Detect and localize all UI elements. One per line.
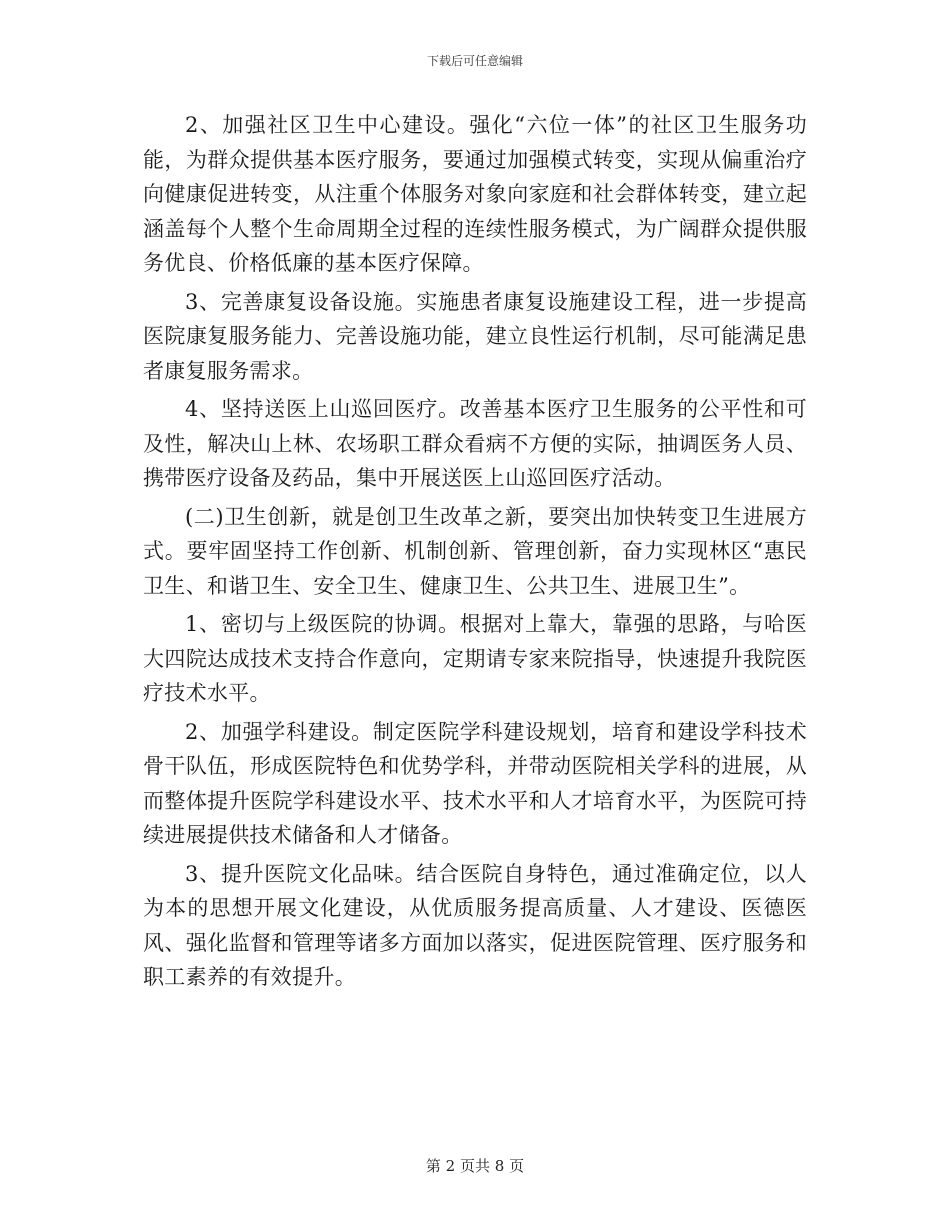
paragraph-health-innovation: (二)卫生创新，就是创卫生改革之新，要突出加快转变卫生进展方式。要牢固坚持工作创新、机制创新、管理创新，奋力实现林区“惠民卫生、和谐卫生、安全卫生、健康卫生、公共卫生、进展卫生”。 (143, 504, 807, 598)
paragraph-hospital-coordination: 1、密切与上级医院的协调。根据对上靠大，靠强的思路，与哈医大四院达成技术支持合作意向，定期请专家来院指导，快速提升我院医疗技术水平。 (143, 612, 807, 705)
document-body (143, 108, 807, 999)
paragraph-discipline-building: 2、加强学科建设。制定医院学科建设规划，培育和建设学科技术骨干队伍，形成医院特色和优势学科，并带动医院相关学科的进展，从而整体提升医院学科建设水平、技术水平和人才培育水平，为医院可持续进展提供技术储备和人才储备。 (143, 719, 807, 847)
page-header: 下载后可任意编辑 (426, 54, 523, 68)
paragraph-mobile-medical: 4、坚持送医上山巡回医疗。改善基本医疗卫生服务的公平性和可及性，解决山上林、农场职工群众看病不方便的实际，抽调医务人员、携带医疗设备及药品，集中开展送医上山巡回医疗活动。 (143, 397, 807, 490)
paragraph-community-health: 2、加强社区卫生中心建设。强化“六位一体”的社区卫生服务功能，为群众提供基本医疗服务，要通过加强模式转变，实现从偏重治疗向健康促进转变，从注重个体服务对象向家庭和社会群体转变，建立起涵盖每个人整个生命周期全过程的连续性服务模式，为广阔群众提供服务优良、价格低廉的基本医疗保障。 (143, 113, 807, 275)
paragraph-rehab-facilities: 3、完善康复设备设施。实施患者康复设施建设工程，进一步提高医院康复服务能力、完善设施功能，建立良性运行机制，尽可能满足患者康复服务需求。 (143, 289, 807, 383)
page-footer: 第 2 页共 8 页 (425, 1157, 525, 1175)
paragraph-hospital-culture: 3、提升医院文化品味。结合医院自身特色，通过准确定位，以人为本的思想开展文化建设，从优质服务提高质量、人才建设、医德医风、强化监督和管理等诸多方面加以落实，促进医院管理、医疗服务和职工素养的有效提升。 (143, 861, 807, 989)
